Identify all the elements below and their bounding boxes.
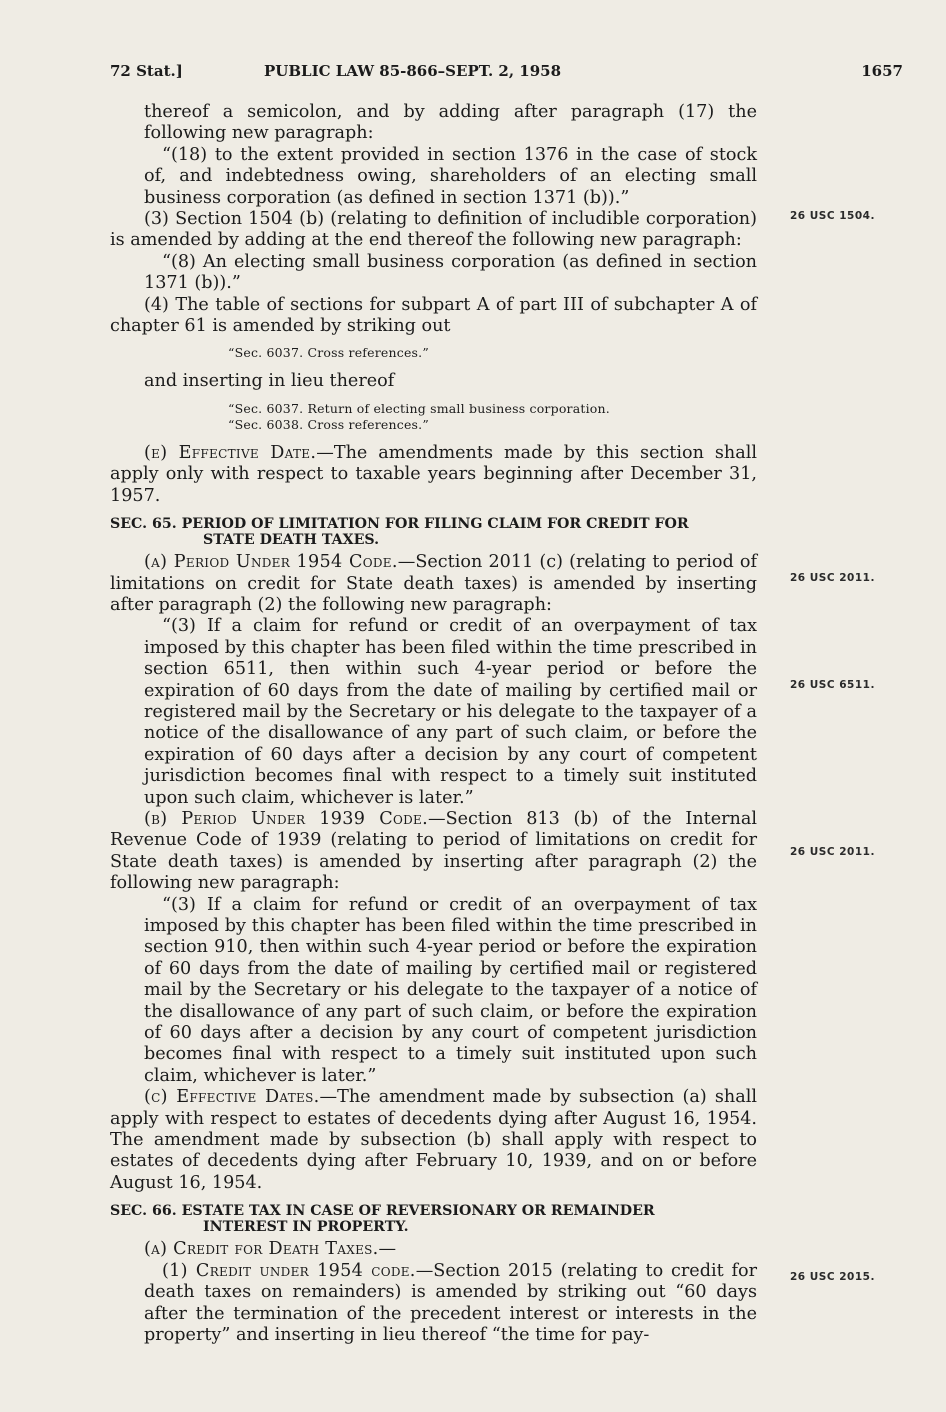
subsection-heading: (1) Credit under 1954 code.	[162, 1260, 416, 1281]
paragraph: (4) The table of sections for subpart A of part III of subchapter A of chapter 61 is amended by striking out	[110, 294, 757, 337]
quoted-paragraph: “(8) An electing small business corporation (as defined in section 1371 (b)).”	[144, 251, 757, 294]
section-heading	[110, 516, 757, 548]
margin-citation: 26 USC 2015.	[790, 1271, 875, 1283]
table-entry: “Sec. 6037. Return of electing small business corporation.	[228, 400, 610, 416]
section-heading	[110, 1203, 757, 1235]
subsection-heading: (c) Effective Dates.	[144, 1087, 320, 1108]
paragraph-text: —Section 813 (b) of the Internal Revenue Code of 1939 (relating to period of limitations on credit for State death taxes) is amended by inserting after paragraph (2) the following new paragraph:	[110, 808, 758, 894]
margin-citation: 26 USC 6511.	[790, 679, 875, 691]
paragraph: (3) Section 1504 (b) (relating to definition of includible corporation) is amended by adding at the end thereof the following new paragraph:	[110, 209, 757, 251]
table-entry: “Sec. 6038. Cross references.”	[228, 416, 429, 432]
paragraph	[110, 1261, 757, 1347]
section-heading-line: SEC. 65. PERIOD OF LIMITATION FOR FILING CLAIM FOR CREDIT FOR	[110, 516, 689, 533]
paragraph	[110, 443, 757, 507]
margin-citation: 26 USC 1504.	[790, 210, 875, 222]
paragraph	[110, 552, 757, 616]
quoted-paragraph: “(3) If a claim for refund or credit of an overpayment of tax imposed by this chapter has been filed within the time prescribed in section 910, then within such 4-year period or before the expiration of 60 days from the date of mailing by certified mail or registered mail by the Secretary or his delegate to the taxpayer of a notice of the disallowance of any part of such claim, or before the expiration of 60 days after a decision by any court of competent jurisdiction becomes final with respect to a timely suit instituted upon such claim, whichever is later.”	[144, 894, 757, 1086]
paragraph-text: —Section 2011 (c) (relating to period of limitations on credit for State death taxes) is amended by inserting after paragraph (2) the following new paragraph:	[110, 552, 757, 615]
header-title: PUBLIC LAW 85-866–SEPT. 2, 1958	[264, 62, 562, 80]
paragraph-text: —The amendment made by subsection (a) shall apply with respect to estates of decedents dying after August 16, 1954. The amendment made by subsection (b) shall apply with respect to estates of decedents dying after February 10, 1939, and on or before August 16, 1954.	[110, 1087, 757, 1193]
page-number: 1657	[861, 62, 903, 80]
quoted-paragraph: “(3) If a claim for refund or credit of an overpayment of tax imposed by this chapter has been filed within the time prescribed in section 6511, then within such 4-year period or before the expiration of 60 days from the date of mailing by certified mail or registered mail by the Secretary or his delegate to the taxpayer of a notice of the disallowance of any part of such claim, or before the expiration of 60 days after a decision by any court of competent jurisdiction becomes final with respect to a timely suit instituted upon such claim, whichever is later.”	[144, 616, 757, 808]
paragraph: and inserting in lieu thereof	[144, 371, 395, 392]
paragraph	[110, 1239, 757, 1260]
subsection-heading: (a) Credit for Death Taxes.	[144, 1239, 379, 1260]
section-heading-line: STATE DEATH TAXES.	[203, 532, 380, 549]
paragraph-text: —The amendments made by this section shall apply only with respect to taxable years beginning after December 31, 1957.	[110, 442, 757, 506]
subsection-heading: (b) Period Under 1939 Code.	[144, 808, 428, 829]
section-heading-line: INTEREST IN PROPERTY.	[203, 1219, 409, 1236]
paragraph-text: —	[378, 1239, 397, 1260]
margin-citation: 26 USC 2011.	[790, 572, 875, 584]
subsection-heading: (a) Period Under 1954 Code.	[144, 552, 398, 573]
paragraph	[110, 1087, 757, 1194]
subsection-heading: (e) Effective Date.	[144, 442, 317, 463]
header-citation: 72 Stat.]	[110, 62, 183, 80]
quoted-paragraph: “(18) to the extent provided in section 1376 in the case of stock of, and indebtedness owing, shareholders of an electing small business corporation (as defined in section 1371 (b)).”	[144, 144, 757, 208]
paragraph	[110, 809, 757, 895]
margin-citation: 26 USC 2011.	[790, 846, 875, 858]
table-entry: “Sec. 6037. Cross references.”	[228, 345, 429, 361]
body-text	[110, 102, 757, 1346]
paragraph-text: —Section 2015 (relating to credit for death taxes on remainders) is amended by striking out “60 days after the termination of the precedent interest or interests in the property” and inserting in lieu thereof “the time for pay-	[144, 1260, 757, 1345]
section-heading-line: SEC. 66. ESTATE TAX IN CASE OF REVERSIONARY OR REMAINDER	[110, 1203, 655, 1220]
paragraph: thereof a semicolon, and by adding after paragraph (17) the following new paragraph:	[144, 102, 757, 144]
